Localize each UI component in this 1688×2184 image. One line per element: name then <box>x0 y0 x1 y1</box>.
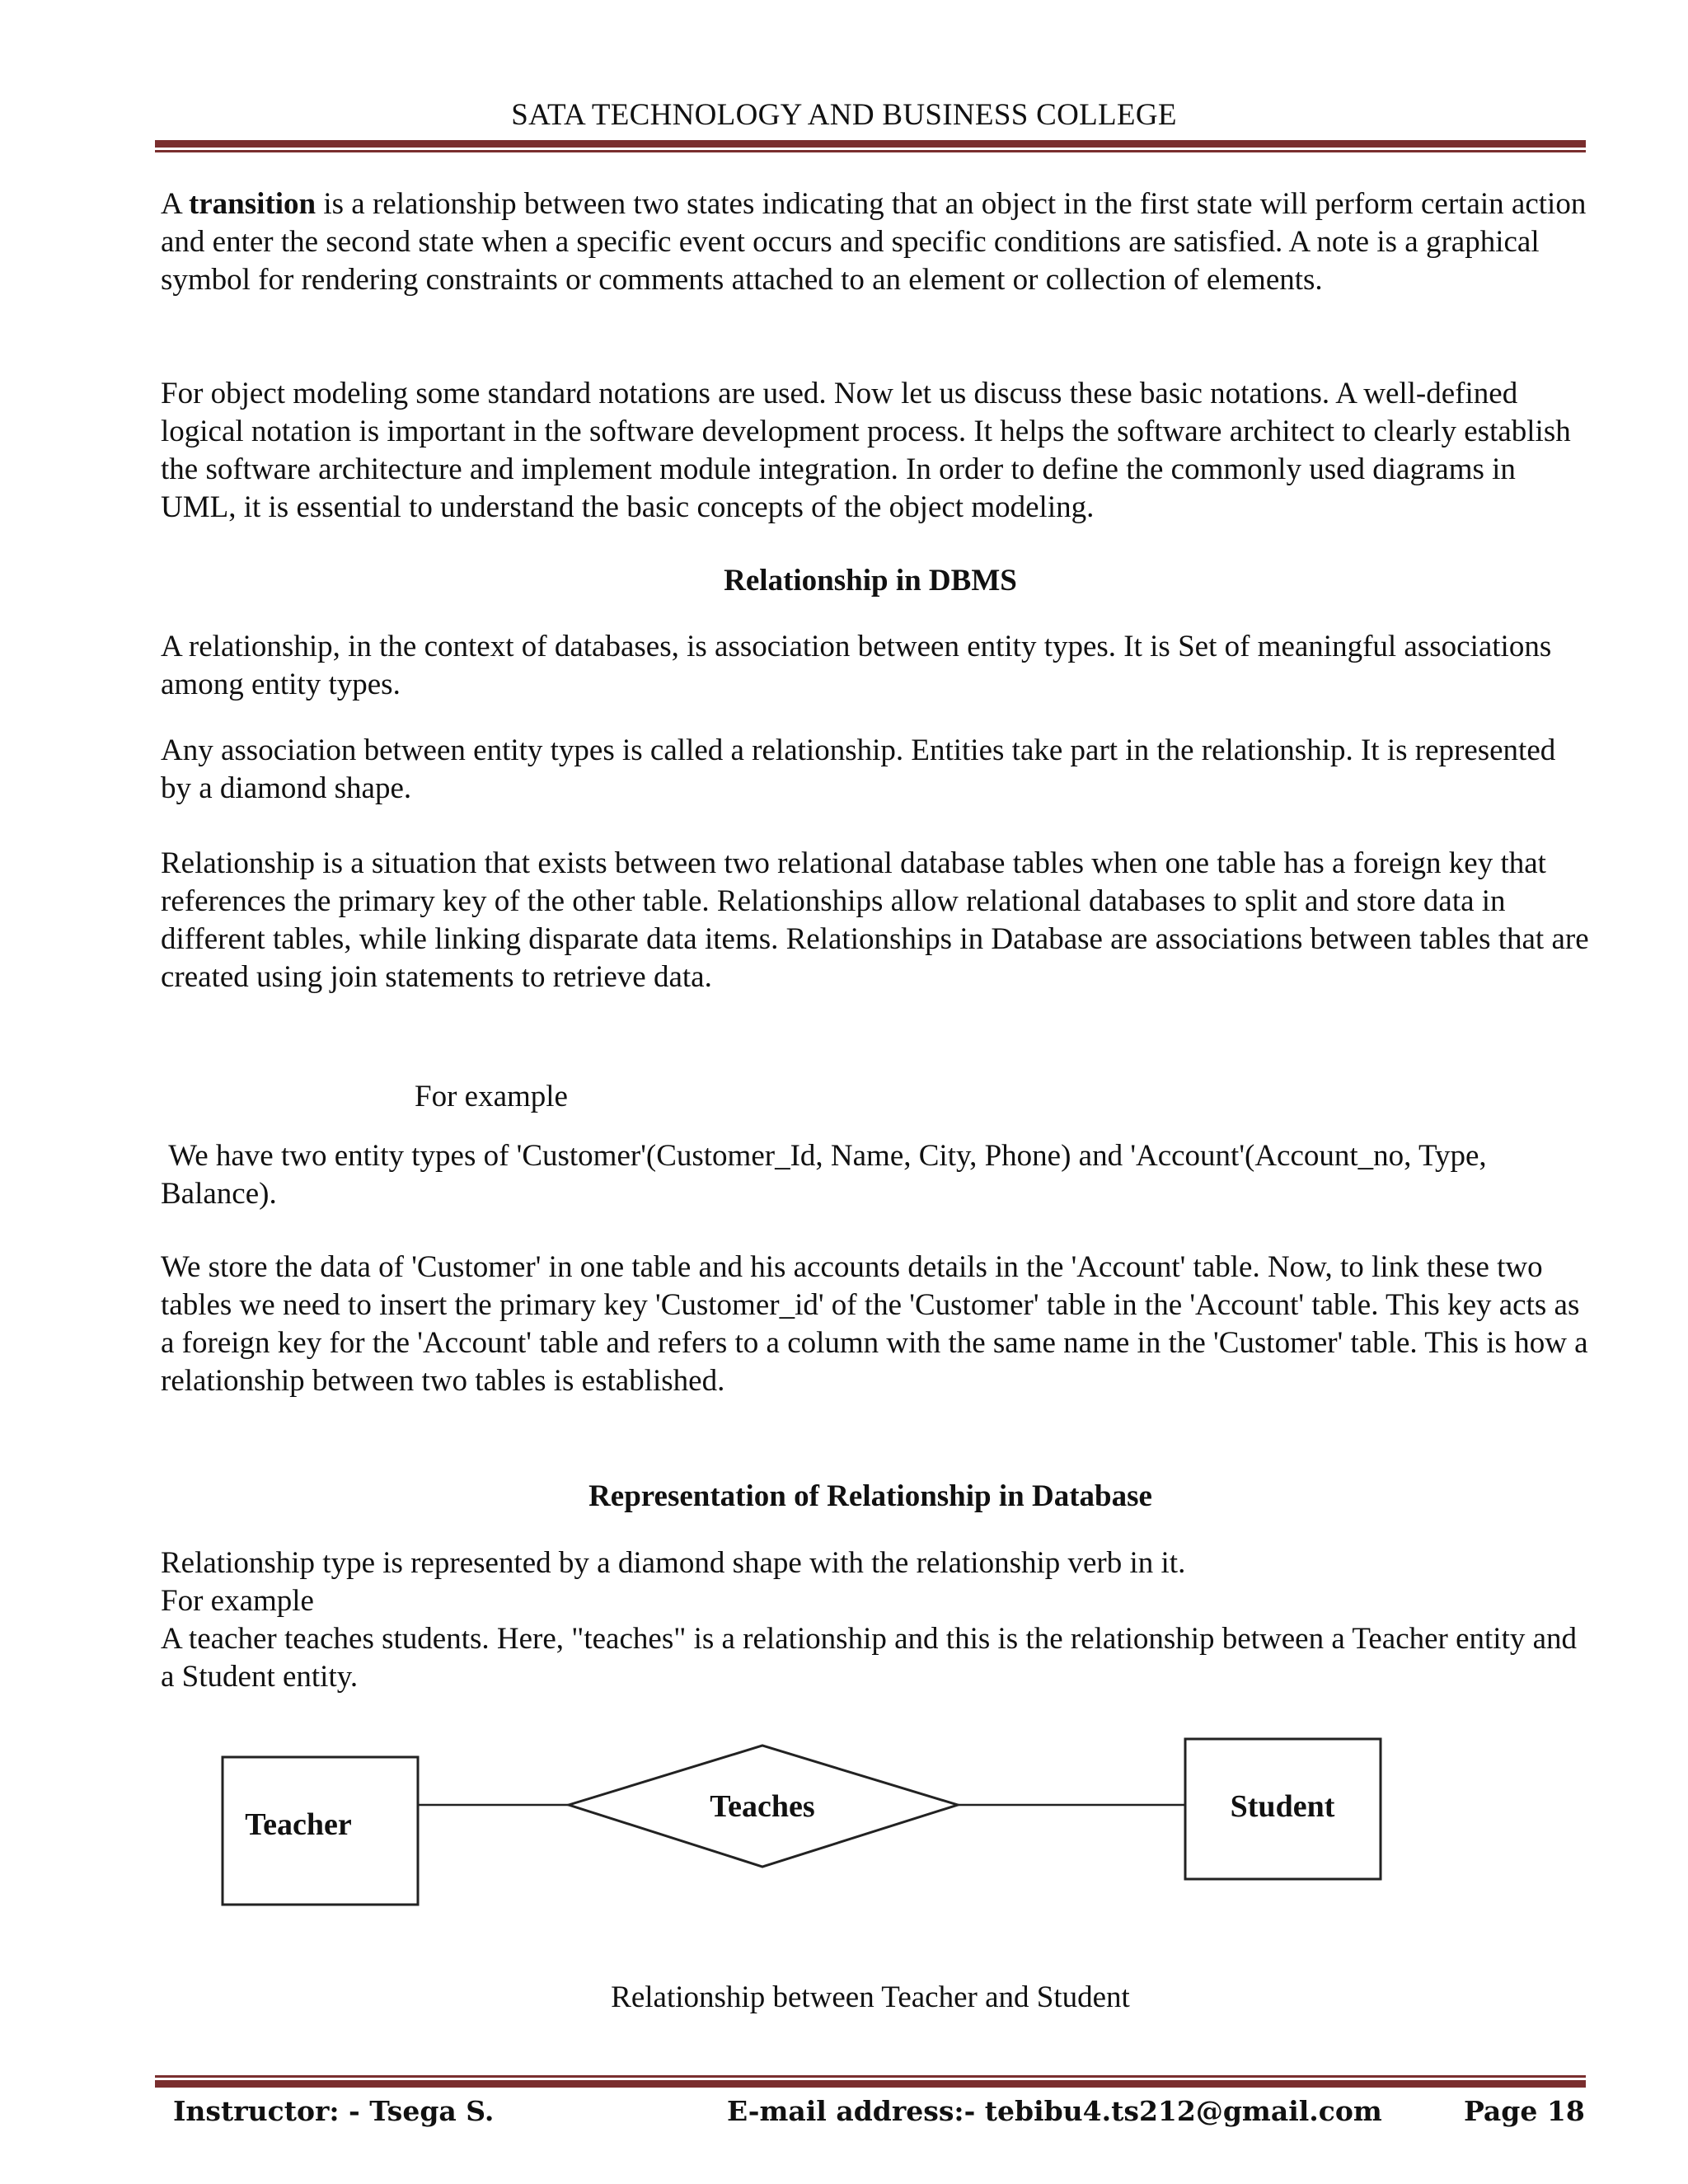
example-label: For example <box>415 1080 568 1113</box>
para1-prefix: A <box>161 187 189 221</box>
footer-page-number: Page 18 <box>1464 2095 1585 2127</box>
diagram-caption: Relationship between Teacher and Student <box>611 1980 1130 2014</box>
teaches-relationship-label: Teaches <box>710 1789 815 1824</box>
header-college-name: SATA TECHNOLOGY AND BUSINESS COLLEGE <box>511 98 1177 132</box>
para4-text: Any association between entity types is called a relationship. Entities take part in the relationship. It is represented by a diamond shape. <box>161 733 1556 805</box>
footer-email: E-mail address:- tebibu4.ts212@gmail.com <box>727 2095 1382 2127</box>
term-transition: transition <box>188 187 316 221</box>
para3-text: A relationship, in the context of databases, is association between entity types. It is Set of meaningful associations among entity types. <box>161 630 1552 701</box>
para8-line1: Relationship type is represented by a diamond shape with the relationship verb in it. <box>161 1546 1186 1580</box>
para1-body: is a relationship between two states indicating that an object in the first state will perform certain action and enter the second state when a specific event occurs and specific conditions are satisfied. A note is a graphical symbol for rendering constraints or comments attached to an element or collection of elements. <box>161 187 1587 297</box>
para6-text: We have two entity types of 'Customer'(Customer_Id, Name, City, Phone) and 'Account'(Account_no, Type, Balance). <box>161 1139 1494 1211</box>
heading-representation: Representation of Relationship in Database <box>588 1479 1152 1513</box>
para8-line3: A teacher teaches students. Here, "teaches" is a relationship and this is the relationship between a Teacher entity and a Student entity. <box>161 1622 1578 1694</box>
footer-instructor: Instructor: - Tsega S. <box>173 2095 495 2127</box>
heading-relationship-dbms: Relationship in DBMS <box>724 564 1017 598</box>
teacher-entity-label: Teacher <box>245 1807 352 1842</box>
para5-text: Relationship is a situation that exists between two relational database tables when one table has a foreign key that references the primary key of the other table. Relationships allow relational databases to split and store data in different tables, while linking disparate data items. Relationships in Database are associations between tables that are created using join statements to retrieve data. <box>161 846 1589 994</box>
footer-rule <box>155 2075 1586 2088</box>
para7-text: We store the data of 'Customer' in one table and his accounts details in the 'Account' table. Now, to link these two tables we need to insert the primary key 'Customer_id' of the 'Customer' table in the 'Account' table. This key acts as a foreign key for the 'Account' table and refers to a column with the same name in the 'Customer' table. This is how a relationship between two tables is established. <box>161 1250 1588 1398</box>
para2-text: For object modeling some standard notations are used. Now let us discuss these basic notations. A well-defined logical notation is important in the software development process. It helps the software architect to clearly establish the software architecture and implement module integration. In order to define the commonly used diagrams in UML, it is essential to understand the basic concepts of the object modeling. <box>161 377 1571 524</box>
para8-line2: For example <box>161 1584 314 1618</box>
student-entity-label: Student <box>1230 1789 1335 1824</box>
